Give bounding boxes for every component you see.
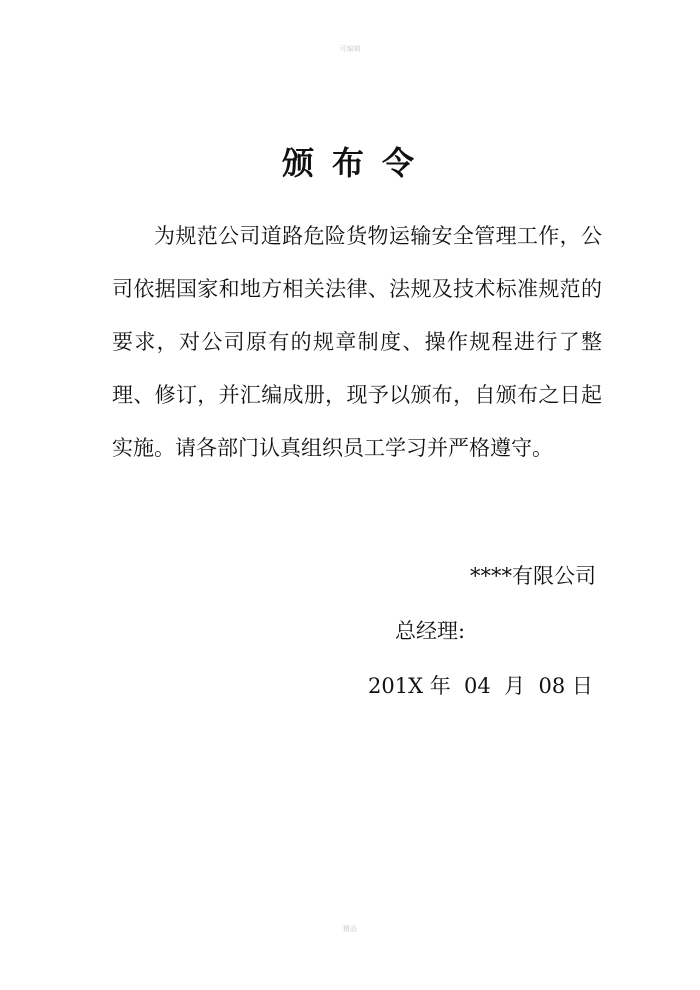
document-title: 颁布令: [281, 144, 432, 182]
company-signature: ****有限公司: [470, 564, 596, 588]
document-body: 为规范公司道路危险货物运输安全管理工作，公司依据国家和地方相关法律、法规及技术标准规范的要求，对公司原有的规章制度、操作规程进行了整理、修订，并汇编成册，现予以颁布，自颁布之日起实施。请各部门认真组织员工学习并严格遵守。: [112, 224, 602, 460]
manager-label: 总经理:: [395, 619, 466, 643]
footer-watermark: 精品: [343, 925, 357, 933]
issue-date: 201X 年 04 月 08 日: [368, 674, 593, 698]
header-watermark: 可编辑: [339, 45, 361, 53]
